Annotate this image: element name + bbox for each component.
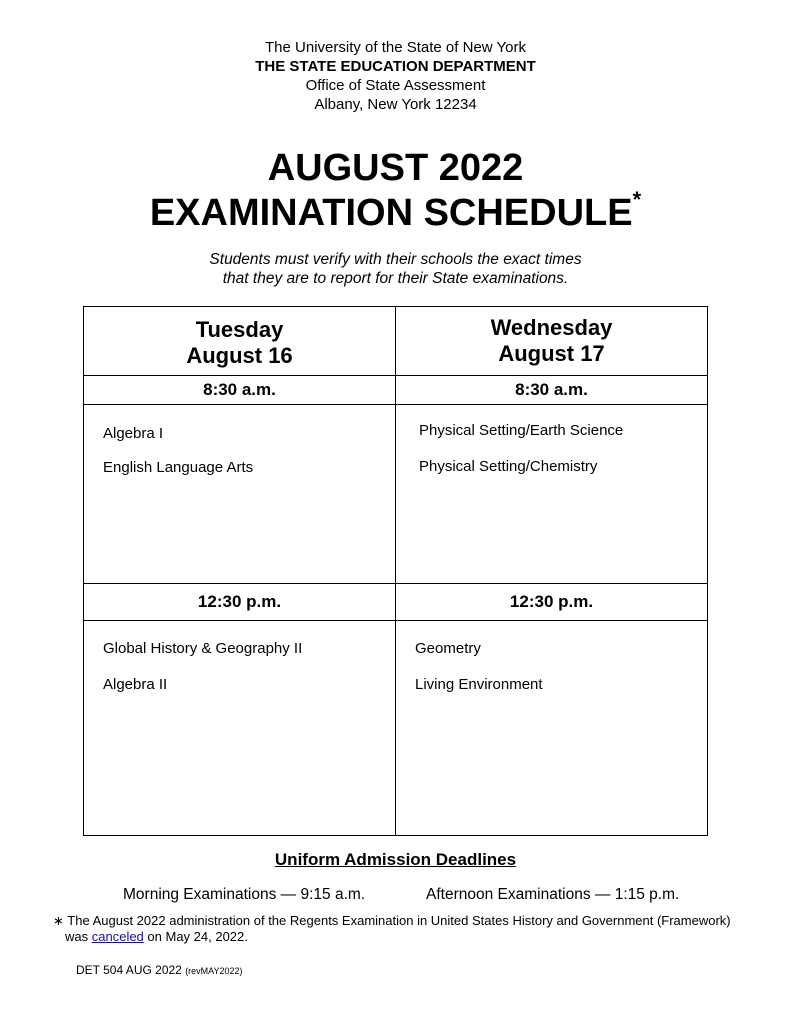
instructions-line-2: that they are to report for their State examinations. xyxy=(222,270,569,287)
exam-item: Global History & Geography II xyxy=(103,640,303,657)
weekday-label: Wednesday xyxy=(490,315,613,340)
afternoon-exams-wednesday xyxy=(396,621,708,836)
footnote-text-2-suffix: on May 24, 2022. xyxy=(147,929,248,944)
header-block xyxy=(0,38,791,114)
footnote-line-2 xyxy=(53,929,753,945)
footnote-line-1 xyxy=(53,913,753,929)
morning-exams-row xyxy=(84,405,708,584)
morning-deadline-label: Morning Examinations xyxy=(123,886,277,903)
exam-item: Algebra I xyxy=(103,425,164,442)
schedule-table xyxy=(83,306,708,836)
weekday-label: Tuesday xyxy=(195,317,284,342)
exam-item: Algebra II xyxy=(103,676,168,693)
afternoon-deadline-label: Afternoon Examinations xyxy=(426,886,591,903)
afternoon-time-row xyxy=(84,584,708,621)
instructions-line-1: Students must verify with their schools the exact times xyxy=(209,251,582,268)
title-asterisk: * xyxy=(632,187,642,212)
afternoon-time-wednesday: 12:30 p.m. xyxy=(396,584,708,621)
instructions xyxy=(0,250,791,288)
date-label: August 17 xyxy=(498,341,605,366)
afternoon-time-tuesday: 12:30 p.m. xyxy=(84,584,396,621)
morning-time-wednesday: 8:30 a.m. xyxy=(396,376,708,405)
department-name: THE STATE EDUCATION DEPARTMENT xyxy=(255,58,536,75)
footnote-text-2-prefix: was xyxy=(65,929,89,944)
em-dash: — xyxy=(280,886,297,903)
afternoon-deadline-time: 1:15 p.m. xyxy=(614,886,680,903)
title-line-2-text: EXAMINATION SCHEDULE xyxy=(149,192,633,234)
afternoon-deadline xyxy=(426,885,679,905)
title-line-1: AUGUST 2022 xyxy=(267,147,524,189)
day-header-tuesday xyxy=(84,307,396,376)
afternoon-exams-row xyxy=(84,621,708,836)
exam-item: Physical Setting/Earth Science xyxy=(419,422,624,439)
footnote-text-1: The August 2022 administration of the Regents Examination in United States History and Government (Framework) xyxy=(67,913,731,928)
canceled-link[interactable]: canceled xyxy=(91,929,144,944)
university-name: The University of the State of New York xyxy=(265,39,526,56)
morning-time-tuesday: 8:30 a.m. xyxy=(84,376,396,405)
deadlines-title: Uniform Admission Deadlines xyxy=(274,850,517,869)
em-dash: — xyxy=(594,886,611,903)
exam-item: Living Environment xyxy=(415,676,543,693)
morning-exams-wednesday xyxy=(396,405,708,584)
morning-deadline-time: 9:15 a.m. xyxy=(300,886,366,903)
footnote-marker: ∗ xyxy=(53,913,64,928)
office-address: Albany, New York 12234 xyxy=(314,96,477,113)
document-code: DET 504 AUG 2022 xyxy=(76,963,182,977)
day-header-row xyxy=(84,307,708,376)
footnote xyxy=(53,913,753,945)
exam-item: Physical Setting/Chemistry xyxy=(419,458,598,475)
date-label: August 16 xyxy=(186,343,293,368)
title-line-2 xyxy=(0,187,791,240)
day-header-wednesday xyxy=(396,307,708,376)
morning-deadline xyxy=(123,885,365,905)
morning-exams-tuesday xyxy=(84,405,396,584)
exam-item: English Language Arts xyxy=(103,459,254,476)
exam-item: Geometry xyxy=(415,640,481,657)
document-id xyxy=(76,963,243,977)
afternoon-exams-tuesday xyxy=(84,621,396,836)
document-revision: (revMAY2022) xyxy=(185,966,243,976)
office-name: Office of State Assessment xyxy=(305,77,486,94)
page-title xyxy=(0,146,791,240)
morning-time-row xyxy=(84,376,708,405)
